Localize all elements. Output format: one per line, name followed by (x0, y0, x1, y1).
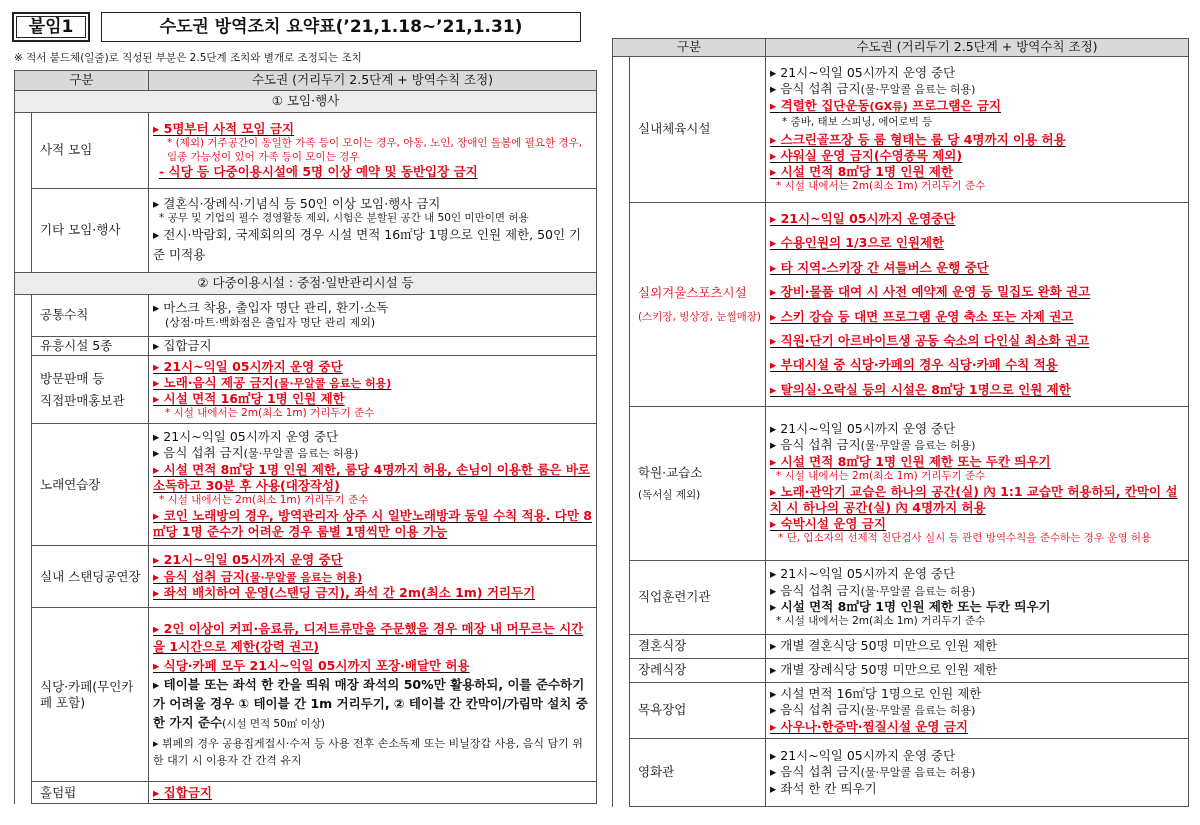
cat-label: 식당·카페(무인카페 포함) (32, 608, 149, 782)
rule-line: ▸ 스크린골프장 등 룸 형태는 룸 당 4명까지 이용 허용 (770, 132, 1184, 148)
cat-label: 실내 스탠딩공연장 (32, 546, 149, 608)
row-academy (613, 407, 1189, 561)
rule-line: ▸ 격렬한 집단운동(GX류) 프로그램은 금지 (770, 98, 1184, 114)
row-adult-entertainment (15, 337, 597, 356)
rule-line: ▸ 음식 섭취 금지(물·무알콜 음료는 허용) (153, 445, 592, 461)
cat-label: 방문판매 등 (40, 370, 105, 386)
rule-line: ▸ 음식 섭취 금지(물·무알콜 음료는 허용) (770, 583, 1184, 599)
cat-label: 사적 모임 (32, 113, 149, 189)
rule-note: * (제외) 거주공간이 동일한 가족 등이 모이는 경우, 아동, 노인, 장애인 돌봄에 필요한 경우, 임종 가능성이 있어 가족 등이 모이는 경우 (167, 136, 583, 163)
rule-note: * 단, 입소자의 선제적 진단검사 실시 등 관련 방역수칙을 준수하는 경우 운영 허용 (778, 532, 1152, 545)
rule-line: ▸ 음식 섭취 금지(물·무알콜 음료는 허용) (770, 81, 1184, 97)
rule-line: ▸ 타 지역-스키장 간 셔틀버스 운행 중단 (770, 256, 1184, 280)
cat-label: 공통수칙 (32, 295, 149, 337)
rule-line: ▸ 직원·단기 아르바이트생 공동 숙소의 다인실 최소화 권고 (770, 329, 1184, 353)
rule-line: ▸ 노래·음식 제공 금지(물·무알콜 음료는 허용) (153, 375, 592, 391)
row-wedding-hall (613, 635, 1189, 659)
rule-line: ▸ 시설 면적 8㎡당 1명 인원 제한 (770, 164, 1184, 180)
rule-line: ▸ 21시~익일 05시까지 운영 중단 (770, 65, 1184, 81)
section-gatherings: ① 모임·행사 (15, 91, 597, 113)
rule-line: ▸ 테이블 또는 좌석 한 칸을 띄워 매장 좌석의 50%만 활용하되, 이를 준수하기가 어려울 경우 ① 테이블 간 1m 거리두기, ② 테이블 간 칸막이/가림막 설치 중 한 가지 준수(시설 면적 50㎡ 이상) (153, 676, 592, 732)
right-table (612, 38, 1189, 807)
rule-note: * 시설 내에서는 2m(최소 1m) 거리두기 준수 (165, 407, 375, 420)
rule-line: ▸ 좌석 배치하여 운영(스탠딩 금지), 좌석 간 2m(최소 1m) 거리두기 (153, 585, 592, 601)
rule-line: ▸ 노래·관악기 교습은 하나의 공간(실) 內 1:1 교습만 허용하되, 칸막이 설치 시 하나의 공간(실) 內 4명까지 허용 (770, 484, 1184, 517)
cat-label: 학원·교습소 (638, 464, 703, 480)
rule-line: ▸ 음식 섭취 금지(물·무알콜 음료는 허용) (770, 702, 1184, 718)
cat-label: 장례식장 (630, 659, 766, 683)
cat-label: 유흥시설 5종 (32, 337, 149, 356)
cat-label: 노래연습장 (32, 424, 149, 546)
rule-line: ▸ 21시~익일 05시까지 운영 중단 (770, 748, 1184, 764)
rule-line: ▸ 집합금지 (153, 785, 592, 801)
rule-line: ▸ 좌석 한 칸 띄우기 (770, 781, 1184, 797)
cat-label: 실내체육시설 (630, 57, 766, 203)
rule-line: ▸ 전시·박람회, 국제회의의 경우 시설 면적 16㎡당 1명으로 인원 제한, 50인 기준 미적용 (153, 225, 592, 265)
rule-line: ▸ 샤워실 운영 금지(수영종목 제외) (770, 148, 1184, 164)
cat-label: 실외겨울스포츠시설 (638, 284, 747, 300)
rule-line: ▸ 결혼식·장례식·기념식 등 50인 이상 모임·행사 금지 (153, 196, 592, 212)
rule-line: ▸ 시설 면적 8㎡당 1명 인원 제한, 룸당 4명까지 허용, 손님이 이용한 룸은 바로 소독하고 30분 후 사용(대장작성) (153, 462, 592, 495)
rule-line: ▸ 21시~익일 05시까지 운영 중단 (153, 552, 592, 568)
cat-label: 영화관 (630, 739, 766, 807)
rule-line: ▸ 21시~익일 05시까지 운영중단 (770, 207, 1184, 231)
rule-line: ▸ 21시~익일 05시까지 운영 중단 (153, 359, 592, 375)
cat-sublabel: (독서실 제외) (638, 488, 701, 501)
row-private-gathering (15, 113, 597, 189)
rule-line: ▸ 수용인원의 1/3으로 인원제한 (770, 231, 1184, 255)
rule-note: * 공무 및 기업의 필수 경영활동 제외, 시험은 분할된 공간 내 50인 미만이면 허용 (159, 211, 529, 224)
rule-line: ▸ 5명부터 사적 모임 금지 (153, 121, 592, 137)
rule-line: ▸ 개별 결혼식당 50명 미만으로 인원 제한 (770, 638, 1184, 654)
rule-line: ▸ 음식 섭취 금지(물·무알콜 음료는 허용) (770, 437, 1184, 453)
col-region: 수도권 (거리두기 2.5단계 + 방역수칙 조정) (149, 71, 597, 91)
rule-line: ▸ 장비·물품 대여 시 사전 예약제 운영 등 밀집도 완화 권고 (770, 280, 1184, 304)
rule-line: ▸ 21시~익일 05시까지 운영 중단 (770, 566, 1184, 582)
rule-line: ▸ 숙박시설 운영 금지 (770, 516, 1184, 532)
rule-line: ▸ 식당·카페 모두 21시~익일 05시까지 포장·배달만 허용 (153, 658, 592, 674)
rule-line: ▸ 코인 노래방의 경우, 방역관리자 상주 시 일반노래방과 동일 수칙 적용. 다만 8㎡당 1명 준수가 어려운 경우 룸별 1명씩만 이용 가능 (153, 508, 592, 541)
rule-line: ▸ 스키 강습 등 대면 프로그램 운영 축소 또는 자제 권고 (770, 305, 1184, 329)
cat-label: 직접판매홍보관 (40, 392, 125, 408)
rule-note: * 줌바, 태보 스피닝, 에어로빅 등 (782, 115, 933, 128)
page-title: 수도권 방역조치 요약표(’21,1.18~’21,1.31) (101, 12, 581, 42)
row-winter-sports (613, 203, 1189, 407)
row-funeral-hall (613, 659, 1189, 683)
rule-line: ▸ 21시~익일 05시까지 운영 중단 (153, 429, 592, 445)
rule-line: ▸ 뷔페의 경우 공용집게접시·수저 등 사용 전후 손소독제 또는 비닐장갑 사용, 음식 담기 위한 대기 시 이용자 간 간격 유지 (153, 735, 592, 770)
rule-line: ▸ 음식 섭취 금지(물·무알콜 음료는 허용) (153, 569, 592, 585)
attachment-tag: 붙임1 (12, 12, 90, 42)
header-note: ※ 적서 붙드체(일줄)로 직성된 부분은 2.5단계 조치와 별개로 조정되는 조치 (14, 52, 362, 64)
row-restaurant-cafe (15, 608, 597, 782)
row-holdem-pub (15, 782, 597, 804)
cat-sublabel: (스키장, 빙상장, 눈썰매장) (638, 310, 761, 323)
rule-note: * 시설 내에서는 2m(최소 1m) 거리두기 준수 (776, 180, 986, 193)
cat-label: 기타 모임·행사 (32, 189, 149, 273)
row-door-to-door-sales (15, 356, 597, 424)
rule-line: ▸ 시설 면적 8㎡당 1명 인원 제한 또는 두칸 띄우기 (770, 454, 1184, 470)
row-common-rules (15, 295, 597, 337)
rule-line: ▸ 마스크 착용, 출입자 명단 관리, 환기·소독 (153, 300, 592, 316)
rule-line: ▸ 집합금지 (153, 338, 592, 354)
rule-line: ▸ 음식 섭취 금지(물·무알콜 음료는 허용) (770, 764, 1184, 780)
rule-line: ▸ 시설 면적 16㎡당 1명으로 인원 제한 (770, 686, 1184, 702)
col-gubun: 구분 (613, 39, 766, 57)
rule-line: ▸ 탈의실·오락실 등의 시설은 8㎡당 1명으로 인원 제한 (770, 378, 1184, 402)
rule-line: - 식당 등 다중이용시설에 5명 이상 예약 및 동반입장 금지 (159, 164, 478, 180)
cat-label: 목욕장업 (630, 683, 766, 739)
section-facilities: ② 다중이용시설 : 중점·일반관리시설 등 (15, 273, 597, 295)
row-other-events (15, 189, 597, 273)
left-table (14, 70, 597, 804)
row-standing-venue (15, 546, 597, 608)
row-vocational-training (613, 561, 1189, 635)
rule-line: ▸ 사우나·한증막·찜질시설 운영 금지 (770, 719, 1184, 735)
row-indoor-gym (613, 57, 1189, 203)
row-bathhouse (613, 683, 1189, 739)
rule-line: ▸ 21시~익일 05시까지 운영 중단 (770, 421, 1184, 437)
rule-note: * 시설 내에서는 2m(최소 1m) 거리두기 준수 (159, 494, 369, 507)
cat-label: 홀덤펍 (32, 782, 149, 804)
rule-line: (상점·마트·백화점은 출입자 명단 관리 제외) (165, 316, 376, 330)
rule-line: ▸ 시설 면적 16㎡당 1명 인원 제한 (153, 391, 592, 407)
cat-label: 직업훈련기관 (630, 561, 766, 635)
rule-note: * 시설 내에서는 2m(최소 1m) 거리두기 준수 (776, 469, 986, 482)
rule-line: ▸ 시설 면적 8㎡당 1명 인원 제한 또는 두칸 띄우기 (770, 599, 1184, 615)
row-cinema (613, 739, 1189, 807)
rule-note: * 시설 내에서는 2m(최소 1m) 거리두기 준수 (776, 615, 986, 628)
rule-line: ▸ 부대시설 중 식당·카페의 경우 식당·카페 수칙 적용 (770, 353, 1184, 377)
col-gubun: 구분 (15, 71, 149, 91)
rule-line: ▸ 2인 이상이 커피·음료류, 디저트류만을 주문했을 경우 매장 내 머무르는 시간을 1시간으로 제한(강력 권고) (153, 620, 592, 656)
cat-label: 결혼식장 (630, 635, 766, 659)
col-region: 수도권 (거리두기 2.5단계 + 방역수칙 조정) (766, 39, 1189, 57)
row-karaoke (15, 424, 597, 546)
rule-line: ▸ 개별 장례식당 50명 미만으로 인원 제한 (770, 662, 1184, 678)
